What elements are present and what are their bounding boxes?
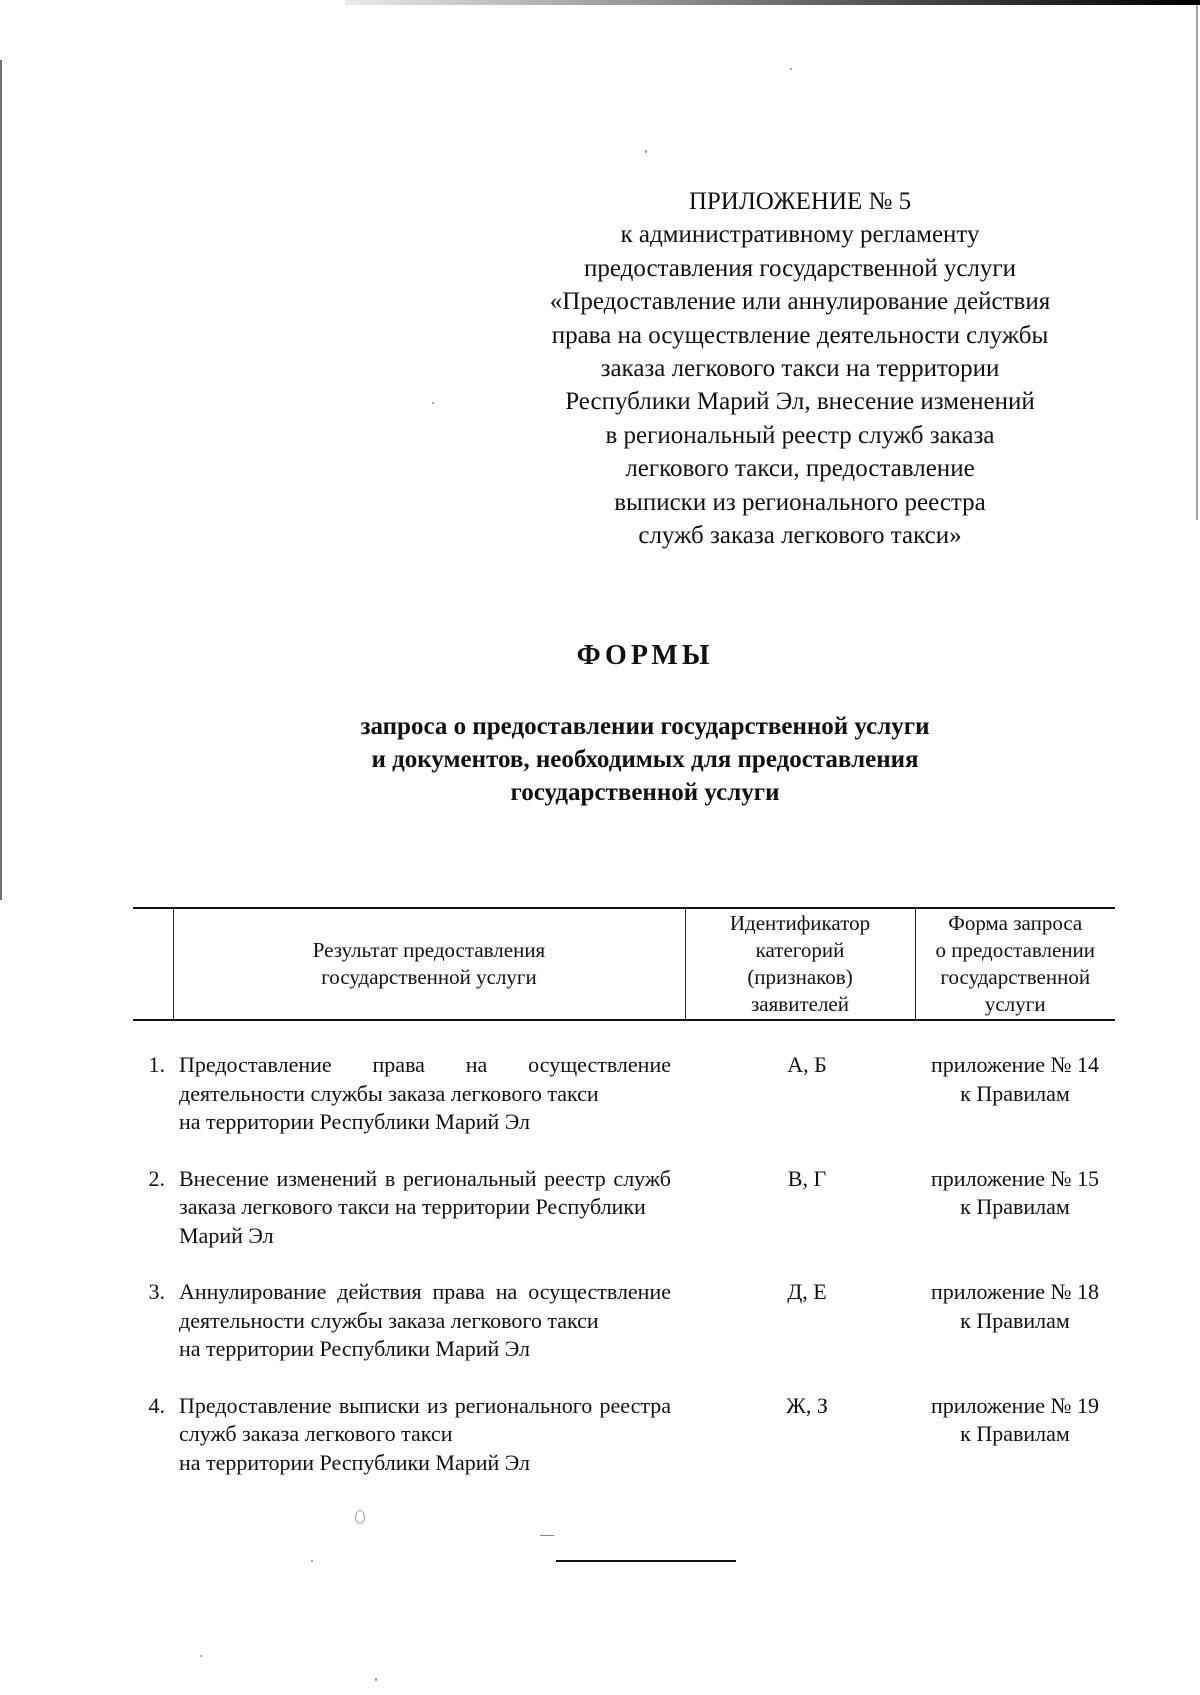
row-form (915, 1392, 1115, 1506)
row-result-text: Аннулирование действия права на осуществление деятельности службы заказа легкового такси (179, 1279, 671, 1333)
scan-speck (540, 1535, 554, 1536)
closing-rule (556, 1560, 736, 1562)
header-identifier: Идентификатор категорий (признаков) заявителей (685, 908, 915, 1020)
row-form-rules: к Правилам (960, 1421, 1070, 1446)
row-identifier: Ж, З (786, 1392, 828, 1418)
row-form-rules: к Правилам (960, 1307, 1070, 1333)
row-result (173, 1278, 685, 1392)
row-number: 1. (148, 1052, 165, 1077)
row-form-appendix: приложение № 19 (931, 1392, 1099, 1418)
row-number: 2. (148, 1165, 165, 1191)
row-form-appendix: приложение № 14 (931, 1052, 1099, 1077)
row-identifier: В, Г (787, 1165, 827, 1191)
header-form: Форма запроса о предоставлении государственной услуги (915, 908, 1115, 1020)
table-row (133, 1020, 1115, 1165)
table-row (133, 1392, 1115, 1506)
row-result (173, 1020, 685, 1165)
document-title: ФОРМЫ (576, 640, 714, 671)
row-result-text: Предоставление права на осуществление деятельности службы заказа легкового такси (179, 1052, 671, 1106)
row-form-appendix: приложение № 18 (931, 1279, 1099, 1304)
row-result (173, 1392, 685, 1506)
appendix-line: к административному регламенту (620, 221, 980, 249)
appendix-line: «Предоставление или аннулирование действия (549, 288, 1051, 316)
row-form-rules: к Правилам (960, 1080, 1070, 1106)
row-result (173, 1165, 685, 1279)
row-identifier: А, Б (787, 1052, 827, 1077)
appendix-line: предоставления государственной услуги (583, 254, 1017, 282)
appendix-line: ПРИЛОЖЕНИЕ № 5 (688, 188, 912, 215)
scan-speck (311, 1560, 313, 1562)
appendix-line: легкового такси, предоставление (625, 455, 975, 483)
scan-speck (645, 150, 647, 153)
subtitle-line: государственной услуги (510, 779, 780, 806)
table-row (133, 1278, 1115, 1392)
row-identifier: Д, Е (787, 1279, 827, 1304)
scan-speck (432, 402, 434, 404)
row-result-last-line: на территории Республики Марий Эл (179, 1109, 531, 1134)
appendix-line: права на осуществление деятельности службы (551, 321, 1049, 349)
row-form (915, 1278, 1115, 1392)
row-result-text: Внесение изменений в региональный реестр служб заказа легкового такси на территории Республики (179, 1165, 671, 1219)
scan-speck (355, 1510, 365, 1524)
scan-speck (790, 68, 792, 70)
table-row (133, 1165, 1115, 1279)
header-num (133, 908, 173, 1020)
scan-speck (200, 1655, 202, 1657)
row-form (915, 1020, 1115, 1165)
row-form (915, 1165, 1115, 1279)
row-result-text: Предоставление выписки из регионального реестра служб заказа легкового такси (179, 1392, 671, 1446)
scan-artifact-top (345, 0, 1200, 5)
appendix-line: заказа легкового такси на территории (600, 355, 1000, 383)
row-form-rules: к Правилам (960, 1194, 1070, 1219)
row-number: 4. (148, 1392, 165, 1418)
appendix-line: служб заказа легкового такси» (638, 522, 962, 550)
table-header-row (133, 908, 1115, 1020)
appendix-line: Республики Марий Эл, внесение изменений (565, 388, 1035, 416)
scan-artifact-right (1196, 0, 1198, 520)
header-result: Результат предоставления государственной услуги (173, 908, 685, 1020)
document-subtitle (0, 710, 1200, 809)
appendix-block (495, 185, 1105, 552)
row-number: 3. (148, 1279, 165, 1304)
scan-speck (375, 1678, 377, 1681)
row-form-appendix: приложение № 15 (931, 1165, 1099, 1191)
row-result-last-line: Марий Эл (179, 1222, 274, 1248)
forms-table (133, 907, 1115, 1505)
row-result-last-line: на территории Республики Марий Эл (179, 1449, 531, 1475)
row-result-last-line: на территории Республики Марий Эл (179, 1336, 531, 1361)
appendix-line: в региональный реестр служб заказа (605, 421, 995, 449)
subtitle-line: и документов, необходимых для предоставления (371, 746, 919, 773)
subtitle-line: запроса о предоставлении государственной услуги (360, 713, 930, 740)
appendix-line: выписки из регионального реестра (614, 488, 986, 516)
